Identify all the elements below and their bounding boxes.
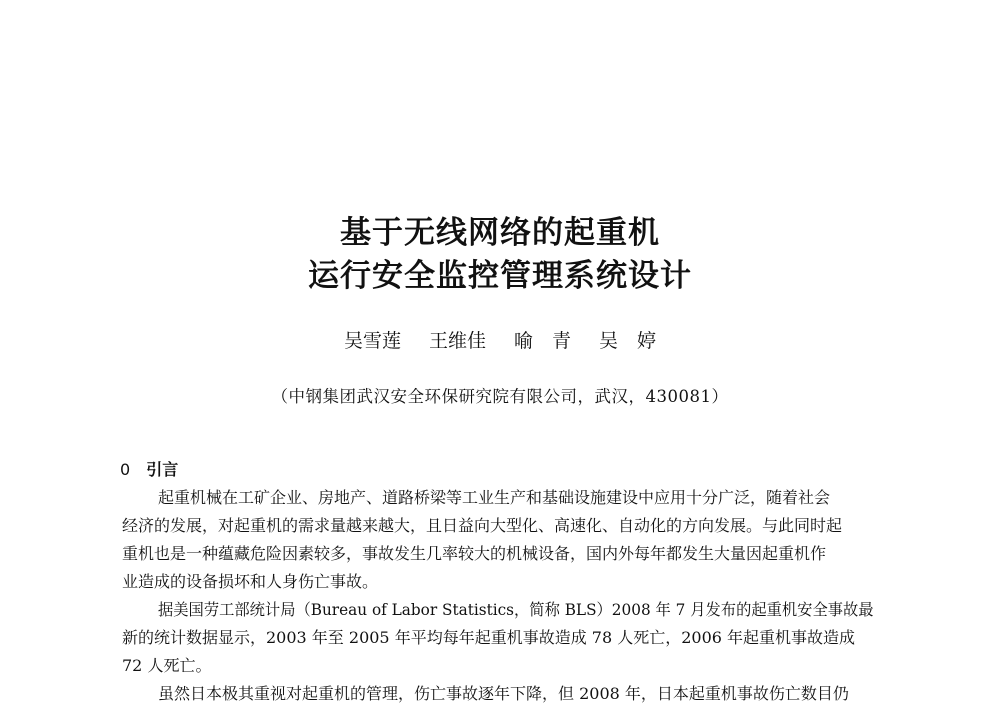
section-title: 引言 — [146, 460, 179, 479]
section-heading — [120, 458, 178, 482]
author-name: 吴雪莲 — [343, 330, 401, 352]
author-list — [0, 327, 1000, 355]
paper-title-line-2: 运行安全监控管理系统设计 — [308, 258, 692, 294]
paragraph-line: 虽然日本极其重视对起重机的管理，伤亡事故逐年下降，但 2008 年，日本起重机事故伤亡数目仍 — [158, 684, 849, 703]
paragraph-line: 据美国劳工部统计局（Bureau of Labor Statistics，简称 BLS）2008 年 7 月发布的起重机安全事故最 — [158, 600, 874, 619]
paragraph-line: 新的统计数据显示，2003 年至 2005 年平均每年起重机事故造成 78 人死亡，2006 年起重机事故造成 — [122, 628, 856, 647]
paragraph-line: 起重机械在工矿企业、房地产、道路桥梁等工业生产和基础设施建设中应用十分广泛，随着社会 — [158, 488, 831, 507]
paragraph-line: 72 人死亡。 — [122, 656, 212, 675]
paragraph-line: 重机也是一种蕴藏危险因素较多，事故发生几率较大的机械设备，国内外每年都发生大量因起重机作 — [122, 544, 827, 563]
paragraph-line: 经济的发展，对起重机的需求量越来越大，且日益向大型化、高速化、自动化的方向发展。与此同时起 — [122, 516, 843, 535]
author-name: 吴 婷 — [599, 330, 657, 352]
author-name: 喻 青 — [514, 330, 572, 352]
section-number: 0 — [120, 460, 131, 479]
author-name: 王维佳 — [428, 330, 486, 352]
author-affiliation: （中钢集团武汉安全环保研究院有限公司，武汉，430081） — [271, 387, 729, 406]
paper-title-line-1: 基于无线网络的起重机 — [340, 215, 660, 251]
paragraph-line: 业造成的设备损坏和人身伤亡事故。 — [122, 572, 379, 591]
